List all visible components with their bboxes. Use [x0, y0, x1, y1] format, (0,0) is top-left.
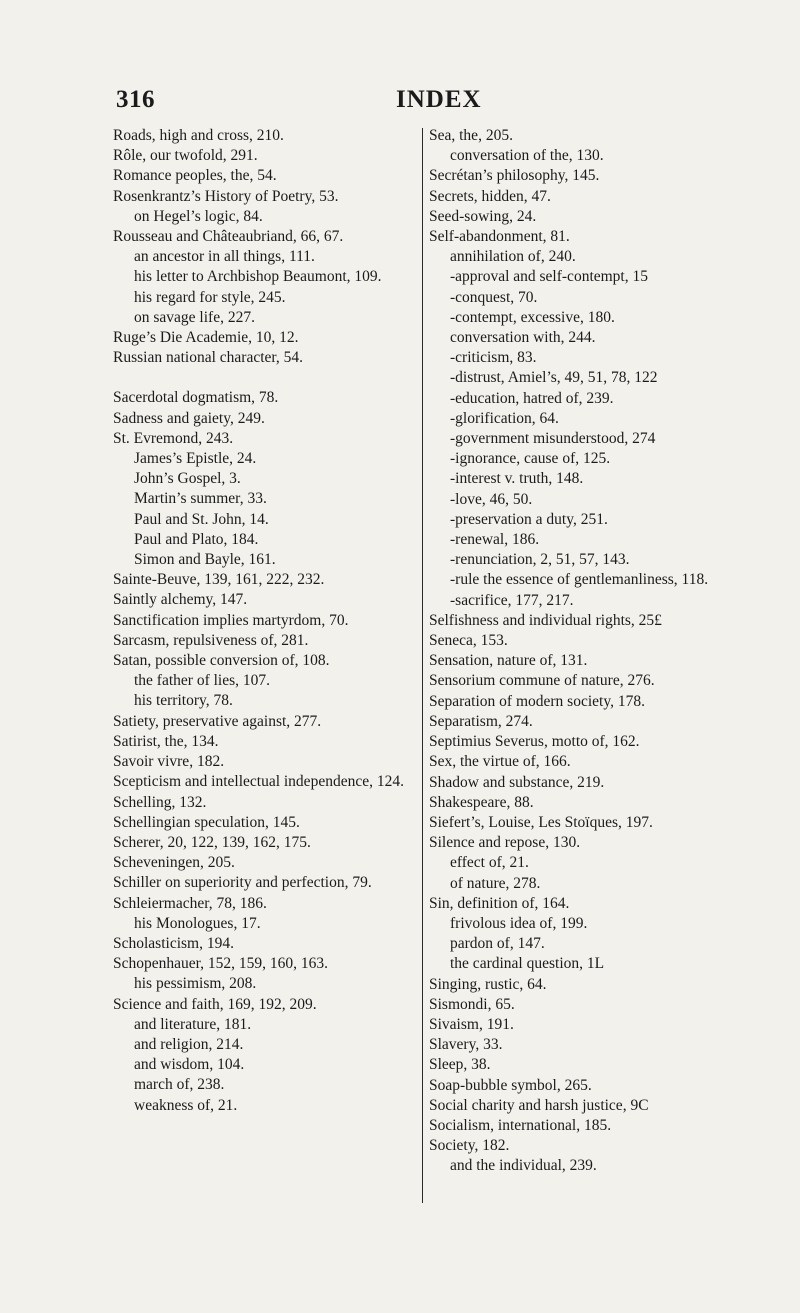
index-entry: Saintly alchemy, 147.: [113, 591, 248, 609]
index-entry: Romance peoples, the, 54.: [113, 167, 277, 185]
index-entry: Scepticism and intellectual independence, 124.: [113, 773, 404, 791]
page-number: 316: [116, 86, 155, 113]
index-subentry: his pessimism, 208.: [134, 975, 257, 993]
index-entry: Seneca, 153.: [429, 632, 508, 650]
index-entry: Schelling, 132.: [113, 793, 207, 811]
index-entry: Sex, the virtue of, 166.: [429, 753, 571, 771]
column-divider: [422, 128, 423, 1203]
index-subentry: the father of lies, 107.: [134, 672, 271, 690]
index-entry: Sadness and gaiety, 249.: [113, 409, 265, 427]
index-subentry: effect of, 21.: [450, 854, 529, 872]
index-subentry: on Hegel’s logic, 84.: [134, 207, 263, 225]
index-subentry: -contempt, excessive, 180.: [450, 308, 615, 326]
index-entry: Silence and repose, 130.: [429, 834, 581, 852]
index-column-right: [429, 126, 719, 1177]
index-subentry: -love, 46, 50.: [450, 490, 533, 508]
index-entry: Satiety, preservative against, 277.: [113, 712, 322, 730]
index-subentry: Paul and St. John, 14.: [134, 510, 269, 528]
index-entry: Scherer, 20, 122, 139, 162, 175.: [113, 833, 311, 851]
index-entry: Sin, definition of, 164.: [429, 894, 570, 912]
index-subentry: weakness of, 21.: [134, 1096, 238, 1114]
index-entry: Shadow and substance, 219.: [429, 773, 605, 791]
index-column-left: [113, 126, 413, 1116]
index-entry: Satirist, the, 134.: [113, 732, 219, 750]
index-subentry: -interest v. truth, 148.: [450, 470, 584, 488]
index-subentry: annihilation of, 240.: [450, 248, 576, 266]
index-entry: Sanctification implies martyrdom, 70.: [113, 611, 349, 629]
index-entry: Science and faith, 169, 192, 209.: [113, 995, 317, 1013]
index-entry: Secrets, hidden, 47.: [429, 187, 551, 205]
index-subentry: -glorification, 64.: [450, 409, 559, 427]
index-subentry: and the individual, 239.: [450, 1157, 597, 1175]
index-entry: Sivaism, 191.: [429, 1015, 514, 1033]
index-entry: Russian national character, 54.: [113, 349, 304, 367]
index-entry: Socialism, international, 185.: [429, 1116, 612, 1134]
index-entry: Sainte-Beuve, 139, 161, 222, 232.: [113, 571, 325, 589]
index-subentry: an ancestor in all things, 111.: [134, 248, 315, 266]
index-entry: Self-abandonment, 81.: [429, 228, 570, 246]
index-subentry: -government misunderstood, 274: [450, 430, 656, 448]
index-subentry: -distrust, Amiel’s, 49, 51, 78, 122: [450, 369, 658, 387]
index-subentry: his Monologues, 17.: [134, 914, 261, 932]
index-subentry: and religion, 214.: [134, 1035, 244, 1053]
index-subentry: Paul and Plato, 184.: [134, 530, 259, 548]
index-subentry: his regard for style, 245.: [134, 288, 286, 306]
index-entry: Rosenkrantz’s History of Poetry, 53.: [113, 187, 339, 205]
index-subentry: the cardinal question, 1L: [450, 955, 605, 973]
index-entry: Schiller on superiority and perfection, 79.: [113, 874, 372, 892]
index-entry: Scheveningen, 205.: [113, 854, 235, 872]
index-subentry: -approval and self-contempt, 15: [450, 268, 648, 286]
index-entry: Slavery, 33.: [429, 1036, 503, 1054]
index-subentry: -rule the essence of gentlemanliness, 118.: [450, 571, 709, 589]
index-entry: Sea, the, 205.: [429, 127, 513, 144]
index-entry: Sismondi, 65.: [429, 995, 515, 1013]
index-entry: Sensorium commune of nature, 276.: [429, 672, 655, 690]
index-entry: St. Evremond, 243.: [113, 429, 234, 447]
index-subentry: James’s Epistle, 24.: [134, 450, 257, 468]
index-entry: Separatism, 274.: [429, 712, 533, 730]
index-subentry: -renunciation, 2, 51, 57, 143.: [450, 551, 630, 569]
index-entry: Rousseau and Châteaubriand, 66, 67.: [113, 228, 344, 246]
index-entry: Savoir vivre, 182.: [113, 753, 225, 771]
index-subentry: conversation of the, 130.: [450, 147, 604, 165]
index-subentry: -preservation a duty, 251.: [450, 510, 608, 528]
index-entry: Selfishness and individual rights, 25£: [429, 611, 662, 629]
index-subentry: -education, hatred of, 239.: [450, 389, 614, 407]
index-subentry: of nature, 278.: [450, 874, 541, 892]
index-subentry: conversation with, 244.: [450, 329, 596, 347]
index-subentry: pardon of, 147.: [450, 935, 545, 953]
index-entry: Soap-bubble symbol, 265.: [429, 1076, 592, 1094]
index-subentry: and literature, 181.: [134, 1015, 252, 1033]
index-subentry: -ignorance, cause of, 125.: [450, 450, 611, 468]
index-entry: Schopenhauer, 152, 159, 160, 163.: [113, 955, 329, 973]
running-head: INDEX: [396, 86, 482, 113]
index-entry: Shakespeare, 88.: [429, 793, 534, 811]
index-entry: Ruge’s Die Academie, 10, 12.: [113, 329, 299, 347]
index-entry: Sacerdotal dogmatism, 78.: [113, 389, 279, 407]
index-entry: Sleep, 38.: [429, 1056, 491, 1074]
index-entry: Singing, rustic, 64.: [429, 975, 547, 993]
index-entry: Septimius Severus, motto of, 162.: [429, 733, 640, 751]
index-entry: Schleiermacher, 78, 186.: [113, 894, 267, 912]
index-subentry: his letter to Archbishop Beaumont, 109.: [134, 268, 382, 286]
index-subentry: Simon and Bayle, 161.: [134, 551, 276, 569]
index-entry: Scholasticism, 194.: [113, 934, 234, 952]
index-entry: Separation of modern society, 178.: [429, 692, 645, 710]
index-subentry: frivolous idea of, 199.: [450, 914, 588, 932]
index-entry: Rôle, our twofold, 291.: [113, 147, 258, 165]
index-entry: Roads, high and cross, 210.: [113, 127, 284, 144]
index-subentry: -renewal, 186.: [450, 531, 540, 549]
index-entry: Schellingian speculation, 145.: [113, 813, 300, 831]
index-entry: Seed-sowing, 24.: [429, 207, 537, 225]
index-subentry: -conquest, 70.: [450, 288, 538, 306]
index-entry: Society, 182.: [429, 1137, 510, 1155]
index-subentry: and wisdom, 104.: [134, 1056, 245, 1074]
index-entry: Sarcasm, repulsiveness of, 281.: [113, 631, 309, 649]
index-entry: Siefert’s, Louise, Les Stoïques, 197.: [429, 813, 653, 831]
index-subentry: Martin’s summer, 33.: [134, 490, 267, 508]
index-entry: Secrétan’s philosophy, 145.: [429, 167, 600, 185]
index-subentry: his territory, 78.: [134, 692, 233, 710]
index-subentry: on savage life, 227.: [134, 308, 255, 326]
index-subentry: -sacrifice, 177, 217.: [450, 591, 574, 609]
index-entry: Satan, possible conversion of, 108.: [113, 652, 330, 670]
index-entry: Social charity and harsh justice, 9C: [429, 1096, 649, 1114]
page-header: [116, 86, 712, 116]
index-subentry: John’s Gospel, 3.: [134, 470, 241, 488]
index-entry: Sensation, nature of, 131.: [429, 652, 588, 670]
index-subentry: -criticism, 83.: [450, 349, 537, 367]
index-subentry: march of, 238.: [134, 1076, 225, 1094]
